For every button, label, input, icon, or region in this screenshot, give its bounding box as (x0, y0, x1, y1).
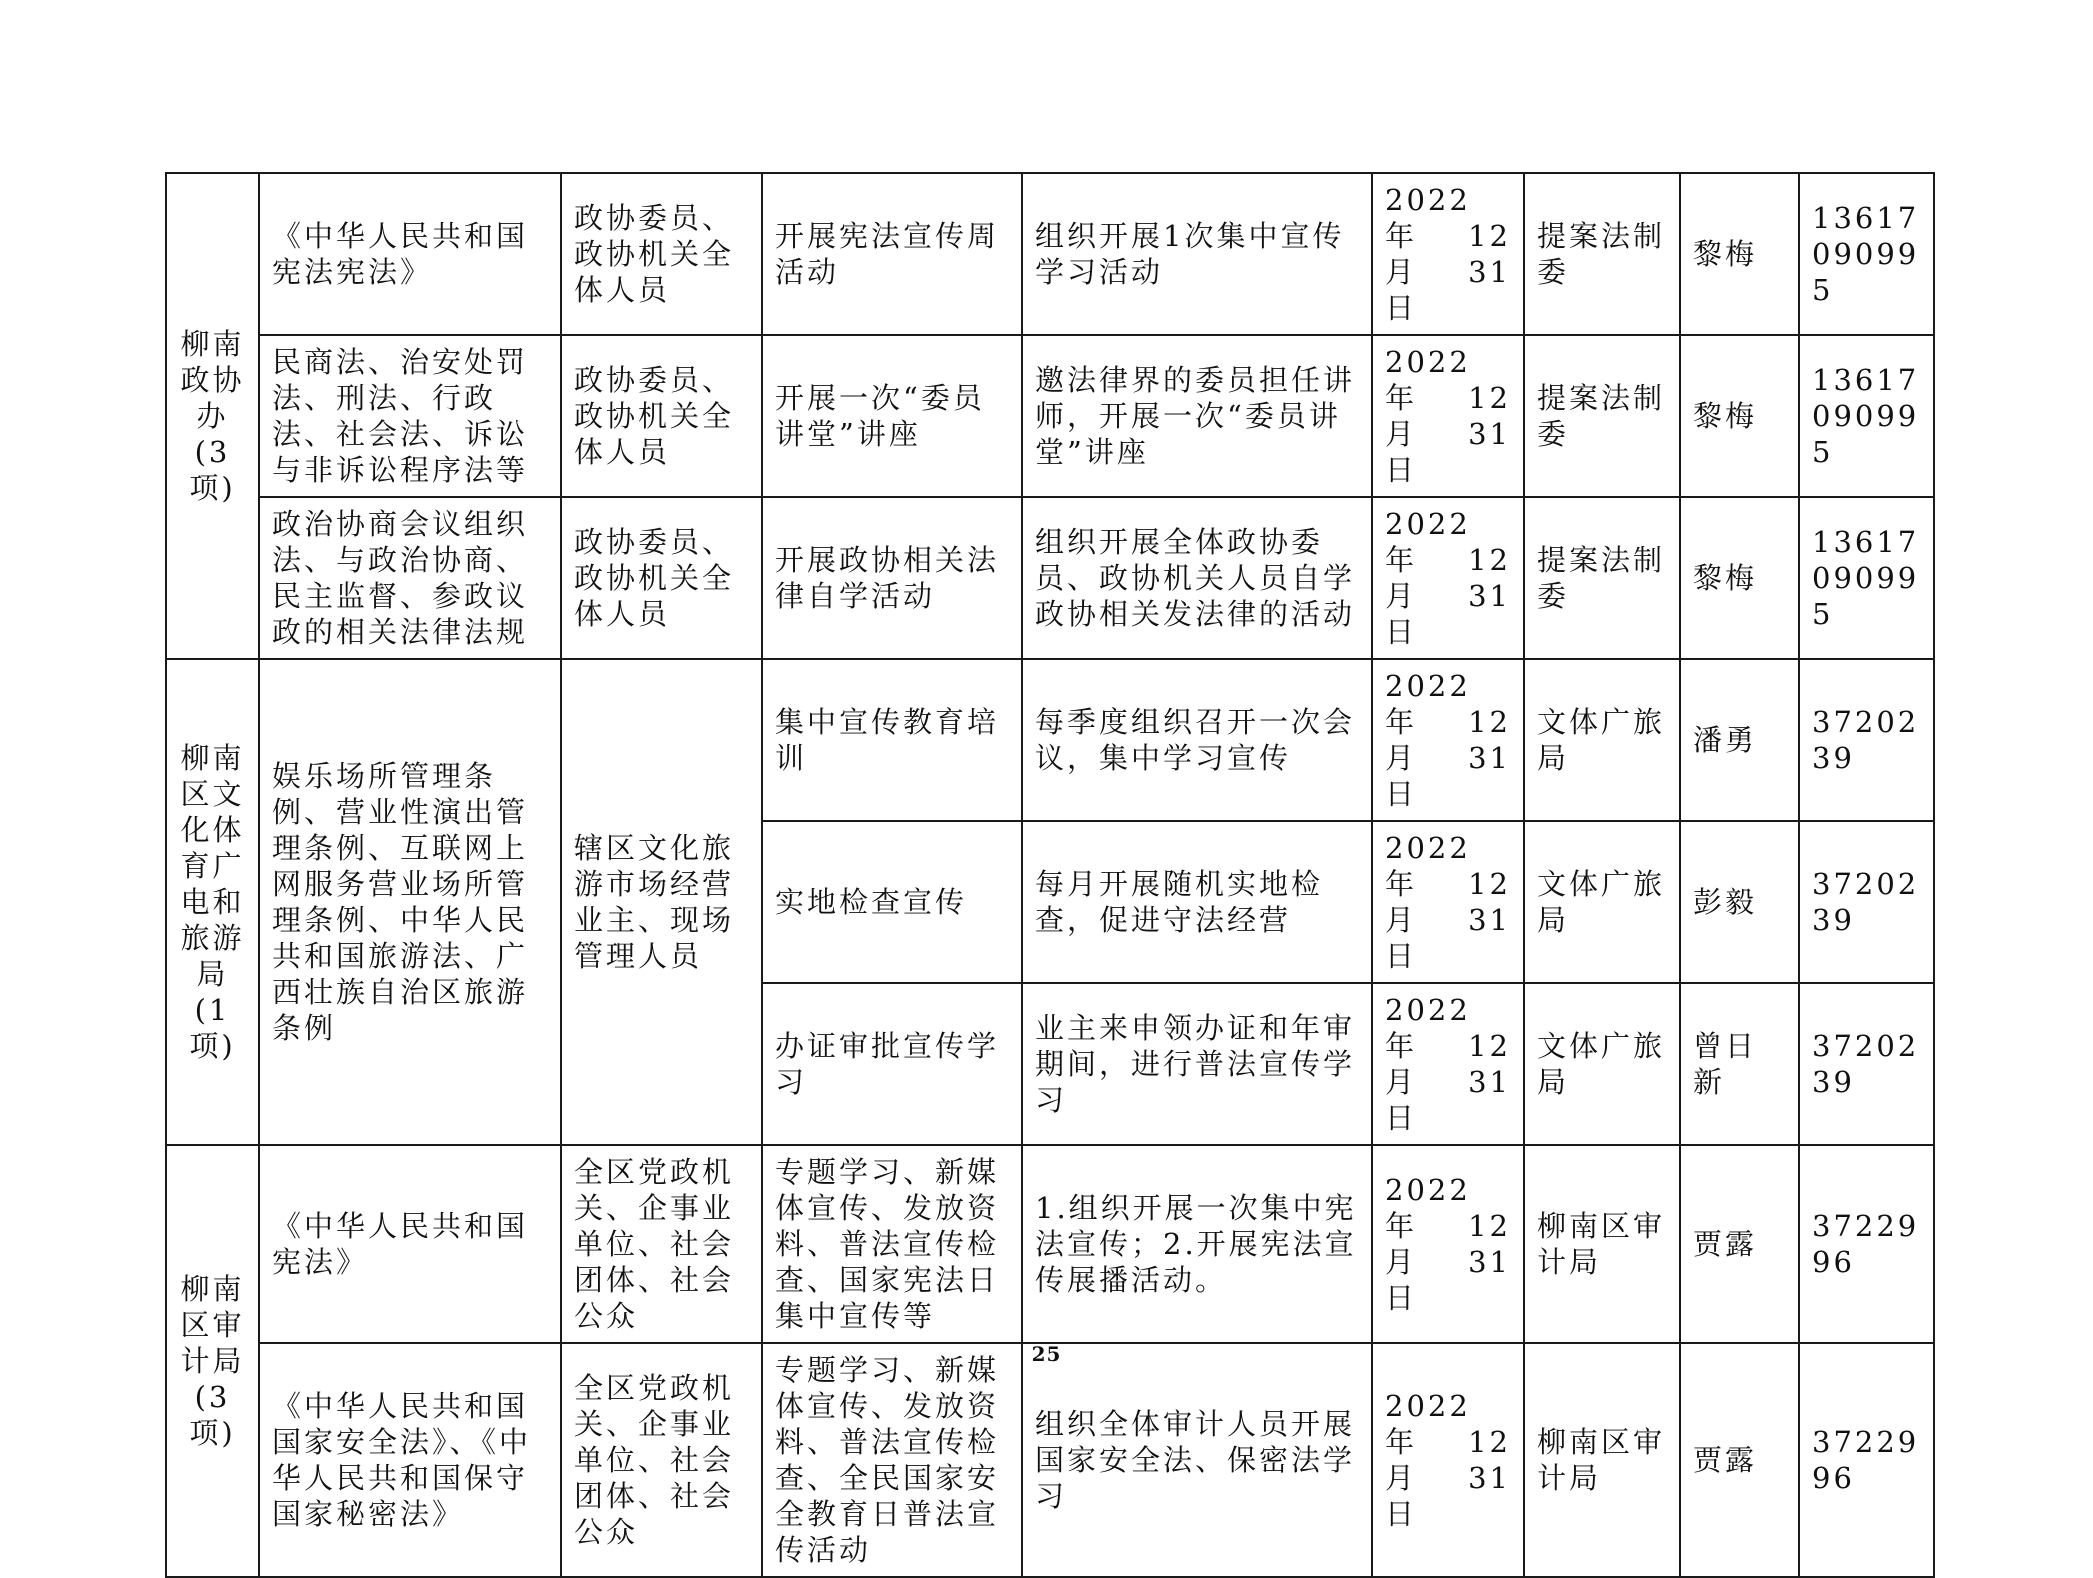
deadline-cell: 2022 年 12 月 31 日 (1372, 1343, 1524, 1577)
measure-cell: 每月开展随机实地检查，促进守法经营 (1022, 821, 1372, 983)
method-cell: 专题学习、新媒体宣传、发放资料、普法宣传检查、全民国家安全教育日普法宣传活动 (762, 1343, 1022, 1577)
unit-cell: 提案法制委 (1524, 497, 1680, 659)
law-publicity-table (165, 172, 1935, 1578)
department-cell: 柳南区文化体育广电和旅游局(1项) (166, 659, 259, 1145)
target-cell: 政协委员、政协机关全体人员 (561, 173, 762, 335)
phone-cell: 3720239 (1799, 659, 1934, 821)
unit-cell: 文体广旅局 (1524, 659, 1680, 821)
law-cell: 民商法、治安处罚法、刑法、行政法、社会法、诉讼与非诉讼程序法等 (259, 335, 561, 497)
table-row (166, 1343, 1934, 1577)
target-cell: 全区党政机关、企事业单位、社会团体、社会公众 (561, 1343, 762, 1577)
measure-cell: 业主来申领办证和年审期间，进行普法宣传学习 (1022, 983, 1372, 1145)
person-cell: 黎梅 (1680, 497, 1799, 659)
law-cell: 《中华人民共和国宪法宪法》 (259, 173, 561, 335)
measure-cell: 每季度组织召开一次会议，集中学习宣传 (1022, 659, 1372, 821)
page-number: 25 (1031, 1342, 1062, 1366)
phone-cell: 13617090995 (1799, 335, 1934, 497)
unit-cell: 文体广旅局 (1524, 983, 1680, 1145)
deadline-cell: 2022 年 12 月 31 日 (1372, 983, 1524, 1145)
deadline-cell: 2022 年 12 月 31 日 (1372, 335, 1524, 497)
measure-cell: 组织全体审计人员开展国家安全法、保密法学习 (1022, 1343, 1372, 1577)
phone-cell: 3722996 (1799, 1343, 1934, 1577)
table-row (166, 173, 1934, 335)
method-cell: 开展一次“委员讲堂”讲座 (762, 335, 1022, 497)
law-cell: 政治协商会议组织法、与政治协商、民主监督、参政议政的相关法律法规 (259, 497, 561, 659)
law-cell: 《中华人民共和国宪法》 (259, 1145, 561, 1343)
method-cell: 集中宣传教育培训 (762, 659, 1022, 821)
table-row (166, 1145, 1934, 1343)
person-cell: 潘勇 (1680, 659, 1799, 821)
table-row (166, 497, 1934, 659)
method-cell: 办证审批宣传学习 (762, 983, 1022, 1145)
unit-cell: 文体广旅局 (1524, 821, 1680, 983)
phone-cell: 13617090995 (1799, 173, 1934, 335)
law-cell: 《中华人民共和国国家安全法》、《中华人民共和国保守国家秘密法》 (259, 1343, 561, 1577)
unit-cell: 提案法制委 (1524, 335, 1680, 497)
target-cell: 政协委员、政协机关全体人员 (561, 335, 762, 497)
unit-cell: 柳南区审计局 (1524, 1343, 1680, 1577)
target-cell: 辖区文化旅游市场经营业主、现场管理人员 (561, 659, 762, 1145)
method-cell: 实地检查宣传 (762, 821, 1022, 983)
person-cell: 黎梅 (1680, 173, 1799, 335)
department-cell: 柳南区审计局(3项) (166, 1145, 259, 1577)
person-cell: 彭毅 (1680, 821, 1799, 983)
measure-cell: 邀法律界的委员担任讲师，开展一次“委员讲堂”讲座 (1022, 335, 1372, 497)
person-cell: 曾日新 (1680, 983, 1799, 1145)
law-cell: 娱乐场所管理条例、营业性演出管理条例、互联网上网服务营业场所管理条例、中华人民共和国旅游法、广西壮族自治区旅游条例 (259, 659, 561, 1145)
deadline-cell: 2022 年 12 月 31 日 (1372, 497, 1524, 659)
table-row (166, 659, 1934, 821)
measure-cell: 组织开展1次集中宣传学习活动 (1022, 173, 1372, 335)
measure-cell: 组织开展全体政协委员、政协机关人员自学政协相关发法律的活动 (1022, 497, 1372, 659)
deadline-cell: 2022 年 12 月 31 日 (1372, 1145, 1524, 1343)
table-row (166, 335, 1934, 497)
method-cell: 专题学习、新媒体宣传、发放资料、普法宣传检查、国家宪法日集中宣传等 (762, 1145, 1022, 1343)
department-cell: 柳南政协办(3项) (166, 173, 259, 659)
phone-cell: 3720239 (1799, 821, 1934, 983)
phone-cell: 3722996 (1799, 1145, 1934, 1343)
deadline-cell: 2022 年 12 月 31 日 (1372, 821, 1524, 983)
person-cell: 黎梅 (1680, 335, 1799, 497)
target-cell: 政协委员、政协机关全体人员 (561, 497, 762, 659)
unit-cell: 柳南区审计局 (1524, 1145, 1680, 1343)
deadline-cell: 2022 年 12 月 31 日 (1372, 173, 1524, 335)
phone-cell: 13617090995 (1799, 497, 1934, 659)
method-cell: 开展宪法宣传周活动 (762, 173, 1022, 335)
method-cell: 开展政协相关法律自学活动 (762, 497, 1022, 659)
measure-cell: 1.组织开展一次集中宪法宣传；2.开展宪法宣传展播活动。 (1022, 1145, 1372, 1343)
phone-cell: 3720239 (1799, 983, 1934, 1145)
person-cell: 贾露 (1680, 1145, 1799, 1343)
target-cell: 全区党政机关、企事业单位、社会团体、社会公众 (561, 1145, 762, 1343)
deadline-cell: 2022 年 12 月 31 日 (1372, 659, 1524, 821)
unit-cell: 提案法制委 (1524, 173, 1680, 335)
person-cell: 贾露 (1680, 1343, 1799, 1577)
